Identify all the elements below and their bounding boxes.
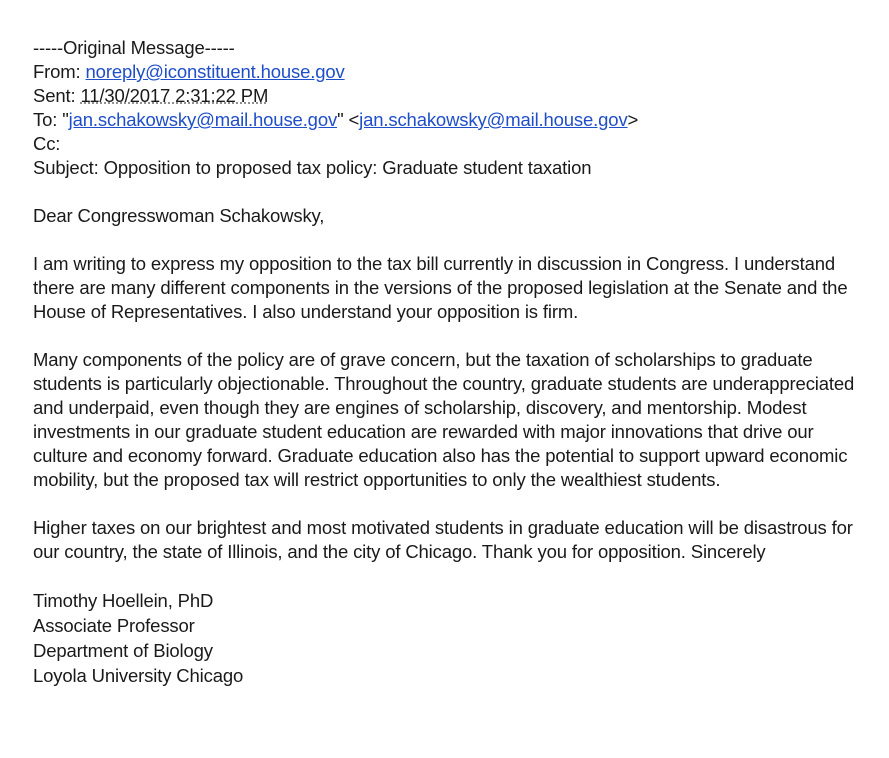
spacer: [33, 180, 879, 204]
paragraph-line: Higher taxes on our brightest and most motivated students in graduate education will be disastrous for: [33, 517, 853, 538]
to-bracket-close: >: [627, 109, 639, 130]
sent-value: 11/30/2017 2:31:22 PM: [80, 85, 269, 106]
subject-value: Opposition to proposed tax policy: Graduate student taxation: [103, 157, 592, 178]
subject-row: [33, 156, 879, 180]
to-quote-close: " <: [337, 109, 360, 130]
spacer: [33, 228, 879, 252]
original-message-marker: -----Original Message-----: [33, 37, 235, 58]
spacer: [33, 492, 879, 516]
to-label: To:: [33, 109, 63, 130]
to-display-link[interactable]: jan.schakowsky@mail.house.gov: [68, 109, 338, 130]
paragraph-1: [33, 252, 879, 324]
paragraph-line: House of Representatives. I also understand your opposition is firm.: [33, 301, 579, 322]
paragraph-line: I am writing to express my opposition to the tax bill currently in discussion in Congress. I understand: [33, 253, 836, 274]
from-label: From:: [33, 61, 86, 82]
to-quote-open: ": [62, 109, 69, 130]
sent-label: Sent:: [33, 85, 81, 106]
spacer: [33, 564, 879, 588]
email-header: [33, 36, 879, 180]
sent-row: [33, 84, 879, 108]
paragraph-2: [33, 348, 879, 492]
signature-institution: Loyola University Chicago: [33, 665, 244, 686]
paragraph-line: mobility, but the proposed tax will restrict opportunities to only the wealthiest students.: [33, 469, 721, 490]
cc-label: Cc:: [33, 133, 61, 154]
paragraph-line: there are many different components in the versions of the proposed legislation at the Senate and the: [33, 277, 848, 298]
paragraph-line: students is particularly objectionable. Throughout the country, graduate students are underappreciated: [33, 373, 855, 394]
to-row: [33, 108, 879, 132]
spacer: [33, 324, 879, 348]
paragraph-line: and underpaid, even though they are engines of scholarship, discovery, and mentorship. Modest: [33, 397, 807, 418]
subject-label: Subject:: [33, 157, 104, 178]
signature-name: Timothy Hoellein, PhD: [33, 590, 214, 611]
paragraph-3: [33, 516, 879, 564]
email-message: [33, 36, 879, 688]
from-row: [33, 60, 879, 84]
greeting: Dear Congresswoman Schakowsky,: [33, 205, 325, 226]
paragraph-line: our country, the state of Illinois, and the city of Chicago. Thank you for opposition. Sincerely: [33, 541, 766, 562]
to-email-link[interactable]: jan.schakowsky@mail.house.gov: [359, 109, 628, 130]
from-email-link[interactable]: noreply@iconstituent.house.gov: [85, 61, 345, 82]
paragraph-line: Many components of the policy are of grave concern, but the taxation of scholarships to graduate: [33, 349, 813, 370]
signature-department: Department of Biology: [33, 640, 213, 661]
cc-row: [33, 132, 879, 156]
signature-title: Associate Professor: [33, 615, 195, 636]
paragraph-line: investments in our graduate student education are rewarded with major innovations that drive our: [33, 421, 814, 442]
paragraph-line: culture and economy forward. Graduate education also has the potential to support upward economic: [33, 445, 848, 466]
signature-block: [33, 588, 879, 688]
